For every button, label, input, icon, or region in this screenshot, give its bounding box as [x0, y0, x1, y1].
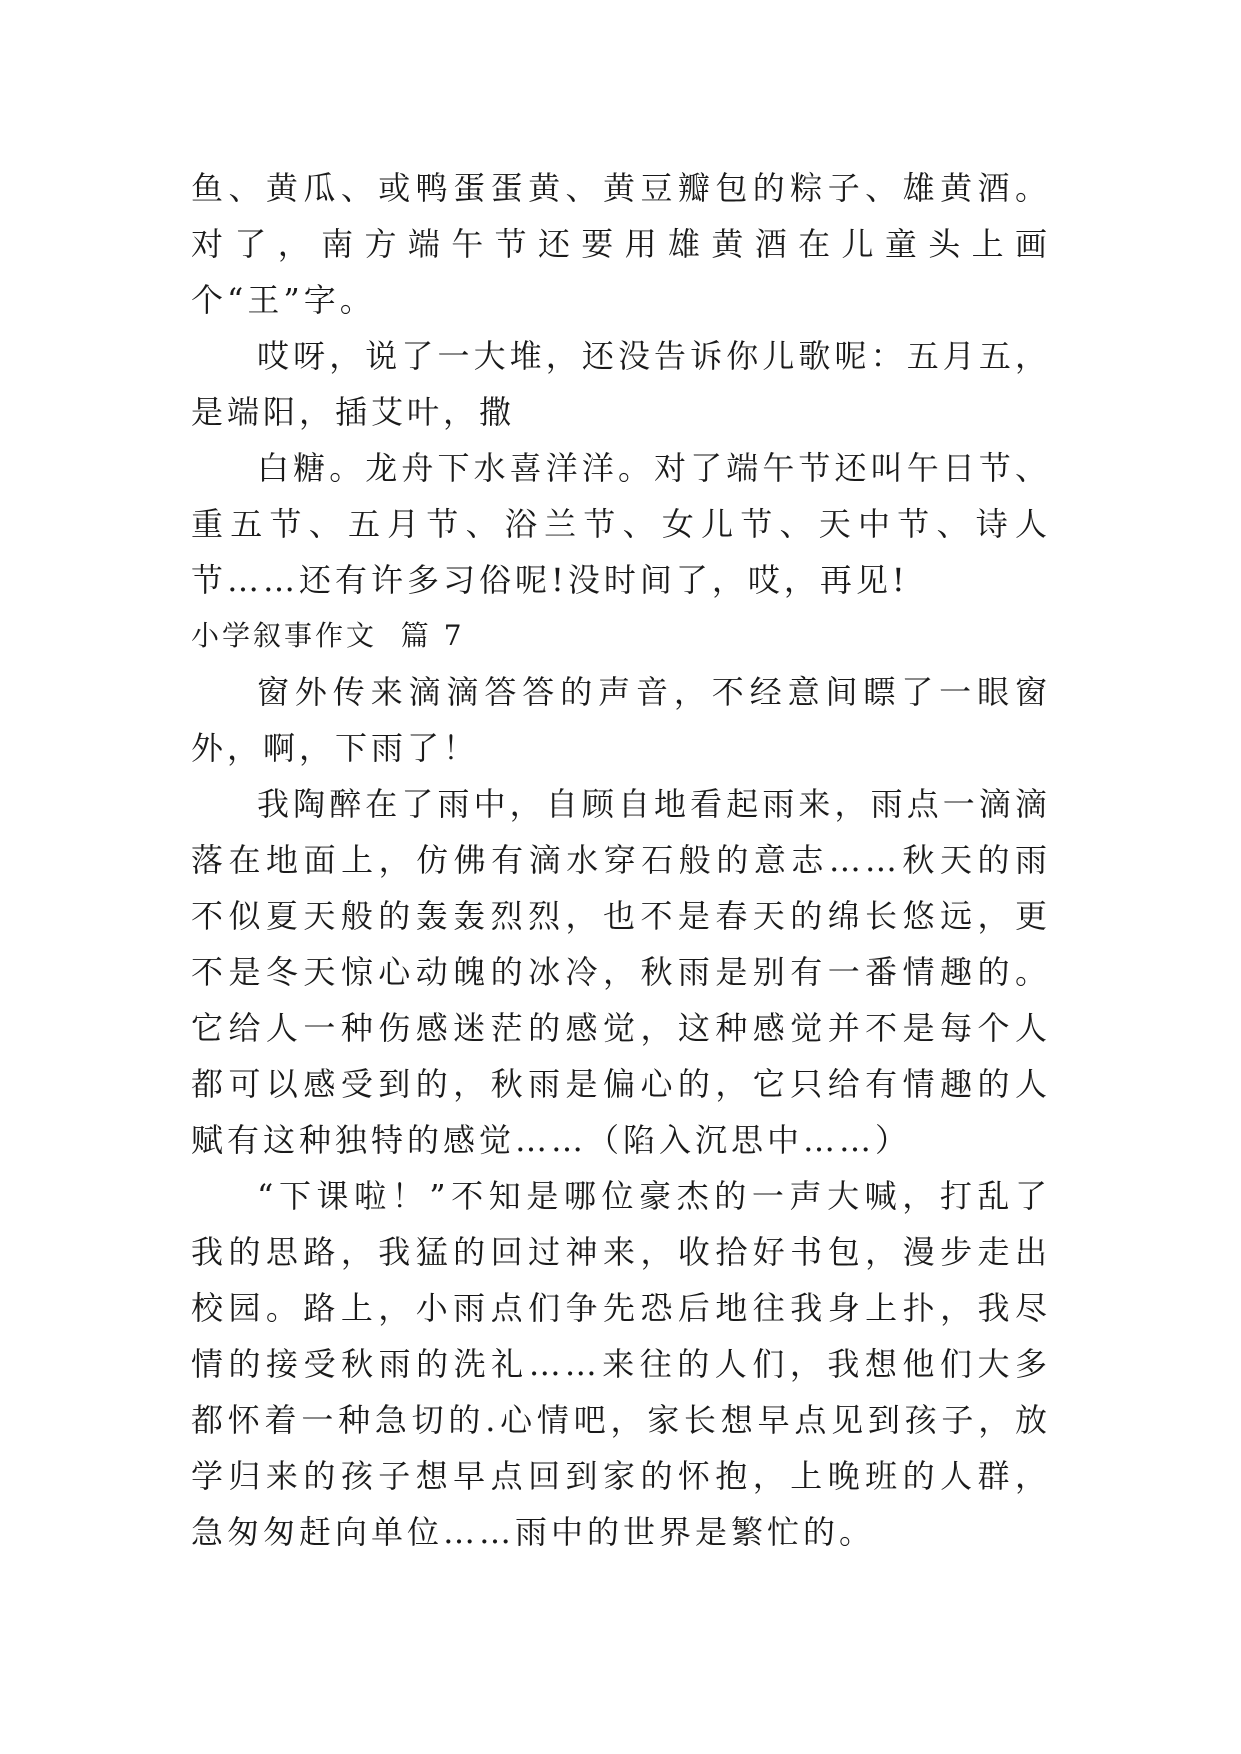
paragraph: 哎呀，说了一大堆，还没告诉你儿歌呢：五月五，是端阳，插艾叶，撒 [191, 337, 1051, 431]
paragraph: “下课啦！”不知是哪位豪杰的一声大喊，打乱了我的思路，我猛的回过神来，收拾好书包，漫步走出校园。路上，小雨点们争先恐后地往我身上扑，我尽情的接受秋雨的洗礼……来往的人们，我想他们大多都怀着一种急切的.心情吧，家长想早点见到孩子，放学归来的孩子想早点回到家的怀抱，上晚班的人群，急匆匆赶向单位……雨中的世界是繁忙的。 [191, 1177, 1051, 1551]
paragraph: 窗外传来滴滴答答的声音，不经意间瞟了一眼窗外，啊，下雨了！ [191, 673, 1051, 767]
paragraph: 白糖。龙舟下水喜洋洋。对了端午节还叫午日节、重五节、五月节、浴兰节、女儿节、天中节、诗人节……还有许多习俗呢!没时间了，哎，再见! [191, 449, 1051, 599]
paragraph: 我陶醉在了雨中，自顾自地看起雨来，雨点一滴滴落在地面上，仿佛有滴水穿石般的意志……秋天的雨不似夏天般的轰轰烈烈，也不是春天的绵长悠远，更不是冬天惊心动魄的冰冷，秋雨是别有一番情趣的。它给人一种伤感迷茫的感觉，这种感觉并不是每个人都可以感受到的，秋雨是偏心的，它只给有情趣的人赋有这种独特的感觉……（陷入沉思中……） [191, 785, 1051, 1159]
paragraph: 鱼、黄瓜、或鸭蛋蛋黄、黄豆瓣包的粽子、雄黄酒。对了，南方端午节还要用雄黄酒在儿童头上画个“王”字。 [191, 169, 1051, 319]
section-heading: 小学叙事作文 篇 7 [191, 619, 465, 652]
document-body [191, 160, 1051, 1560]
